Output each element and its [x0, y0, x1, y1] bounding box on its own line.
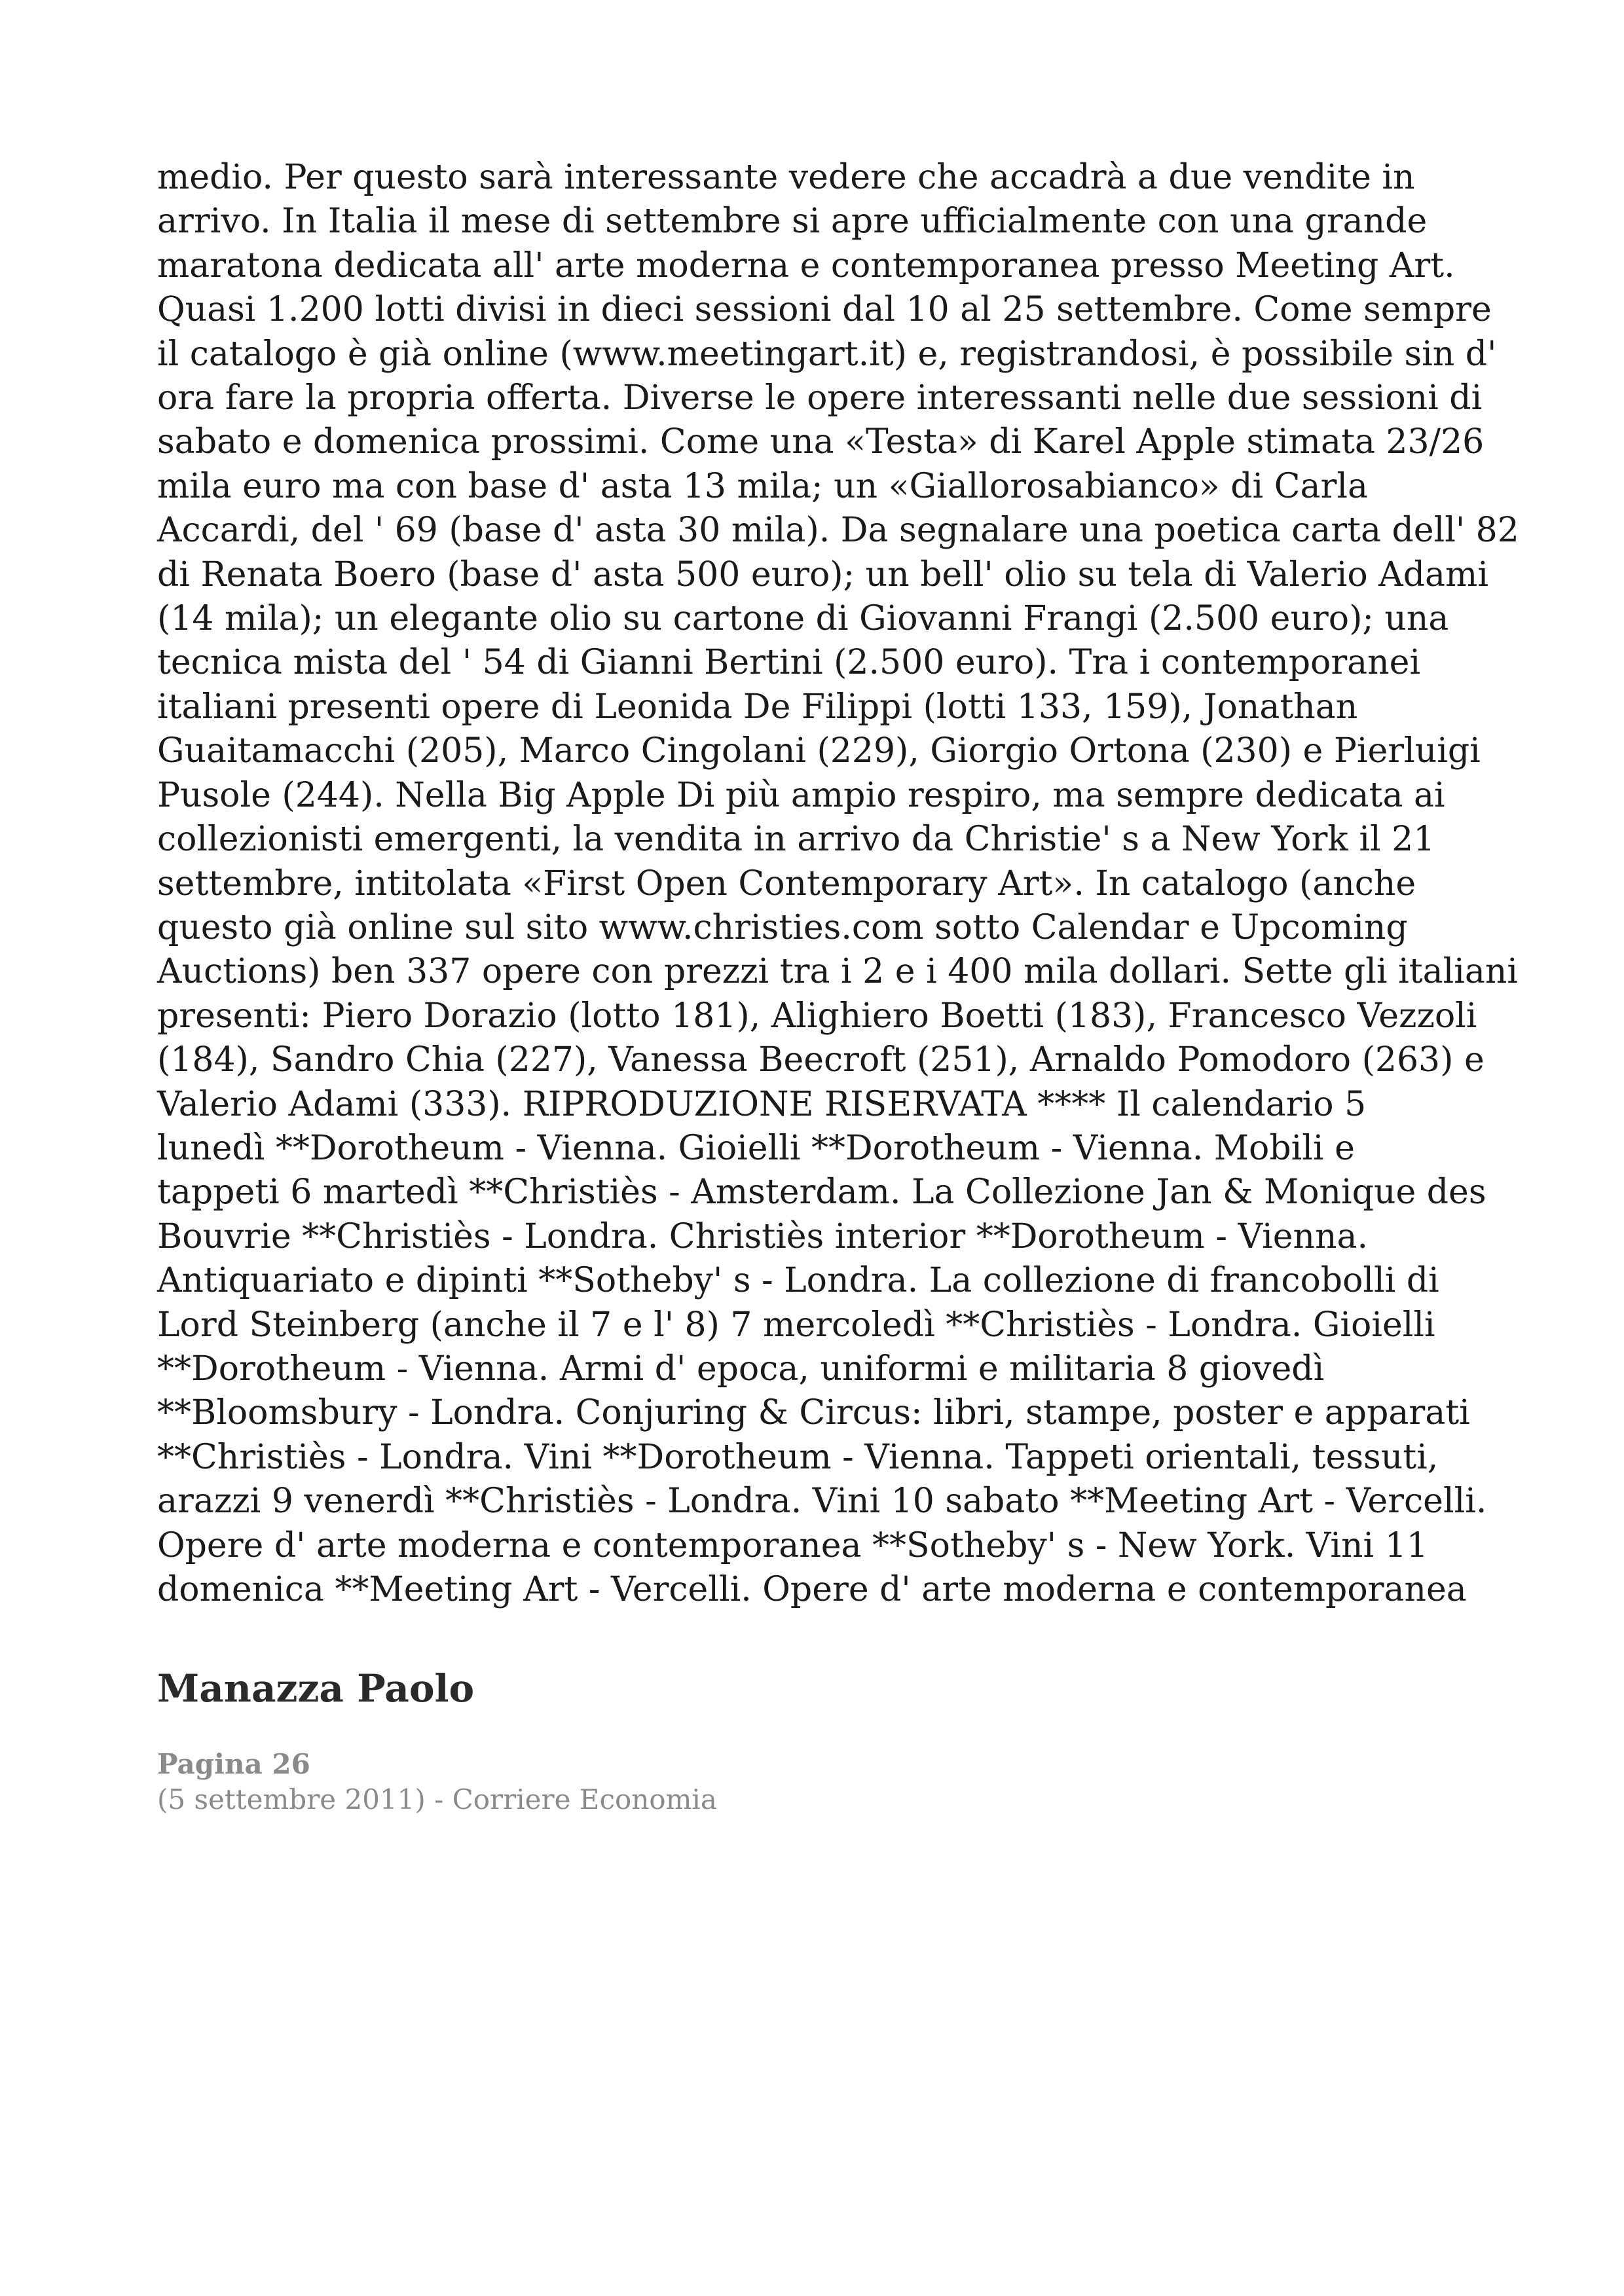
article-line: arazzi 9 venerdì **Christiès - Londra. Vini 10 sabato **Meeting Art - Vercelli.	[157, 1482, 1487, 1522]
article-line: mila euro ma con base d' asta 13 mila; un «Giallorosabianco» di Carla	[157, 466, 1368, 506]
article-line: Opere d' arte moderna e contemporanea **Sotheby' s - New York. Vini 11	[157, 1525, 1428, 1565]
article-line: questo già online sul sito www.christies.com sotto Calendar e Upcoming	[157, 907, 1408, 947]
article-line: domenica **Meeting Art - Vercelli. Opere d' arte moderna e contemporanea	[157, 1570, 1467, 1609]
article-line: Auctions) ben 337 opere con prezzi tra i 2 e i 400 mila dollari. Sette gli italiani	[157, 952, 1518, 992]
article-line: Bouvrie **Christiès - Londra. Christiès interior **Dorotheum - Vienna.	[157, 1216, 1369, 1256]
article-line: medio. Per questo sarà interessante vedere che accadrà a due vendite in	[157, 158, 1415, 197]
article-line: **Christiès - Londra. Vini **Dorotheum - Vienna. Tappeti orientali, tessuti,	[157, 1437, 1439, 1477]
article-line: Lord Steinberg (anche il 7 e l' 8) 7 mercoledì **Christiès - Londra. Gioielli	[157, 1305, 1435, 1345]
article-line: Pusole (244). Nella Big Apple Di più ampio respiro, ma sempre dedicata ai	[157, 775, 1445, 815]
article-line: Quasi 1.200 lotti divisi in dieci sessioni dal 10 al 25 settembre. Come sempre	[157, 290, 1492, 330]
source-date-publication: (5 settembre 2011) - Corriere Economia	[157, 1783, 717, 1816]
article-line: Guaitamacchi (205), Marco Cingolani (229), Giorgio Ortona (230) e Pierluigi	[157, 731, 1481, 771]
author-name: Manazza Paolo	[157, 1666, 475, 1711]
article-line: lunedì **Dorotheum - Vienna. Gioielli **Dorotheum - Vienna. Mobili e	[157, 1128, 1355, 1168]
article-line: Valerio Adami (333). RIPRODUZIONE RISERVATA **** Il calendario 5	[157, 1084, 1367, 1124]
article-line: ora fare la propria offerta. Diverse le opere interessanti nelle due sessioni di	[157, 378, 1483, 418]
document-page	[157, 156, 1519, 1817]
article-line: (14 mila); un elegante olio su cartone di Giovanni Frangi (2.500 euro); una	[157, 599, 1449, 639]
article-line: tappeti 6 martedì **Christiès - Amsterdam. La Collezione Jan & Monique des	[157, 1173, 1486, 1212]
article-line: il catalogo è già online (www.meetingart.it) e, registrandosi, è possibile sin d'	[157, 334, 1497, 374]
article-line: Accardi, del ' 69 (base d' asta 30 mila). Da segnalare una poetica carta dell' 82	[157, 511, 1519, 551]
article-line: presenti: Piero Dorazio (lotto 181), Alighiero Boetti (183), Francesco Vezzoli	[157, 996, 1477, 1036]
article-line: collezionisti emergenti, la vendita in arrivo da Christie' s a New York il 21	[157, 820, 1435, 860]
source-page-number: Pagina 26	[157, 1748, 310, 1781]
article-line: **Dorotheum - Vienna. Armi d' epoca, uniformi e militaria 8 giovedì	[157, 1349, 1325, 1389]
article-line: italiani presenti opere di Leonida De Filippi (lotti 133, 159), Jonathan	[157, 687, 1358, 727]
article-line: settembre, intitolata «First Open Contemporary Art». In catalogo (anche	[157, 864, 1416, 903]
article-line: **Bloomsbury - Londra. Conjuring & Circus: libri, stampe, poster e apparati	[157, 1393, 1470, 1433]
article-line: maratona dedicata all' arte moderna e contemporanea presso Meeting Art.	[157, 246, 1455, 285]
article-line: di Renata Boero (base d' asta 500 euro); un bell' olio su tela di Valerio Adami	[157, 555, 1488, 594]
article-line: sabato e domenica prossimi. Come una «Testa» di Karel Apple stimata 23/26	[157, 422, 1485, 462]
article-body	[157, 156, 1519, 1612]
article-line: tecnica mista del ' 54 di Gianni Bertini (2.500 euro). Tra i contemporanei	[157, 643, 1421, 683]
article-line: (184), Sandro Chia (227), Vanessa Beecroft (251), Arnaldo Pomodoro (263) e	[157, 1040, 1485, 1080]
article-line: Antiquariato e dipinti **Sotheby' s - Londra. La collezione di francobolli di	[157, 1261, 1439, 1301]
article-line: arrivo. In Italia il mese di settembre si apre ufficialmente con una grande	[157, 202, 1428, 242]
